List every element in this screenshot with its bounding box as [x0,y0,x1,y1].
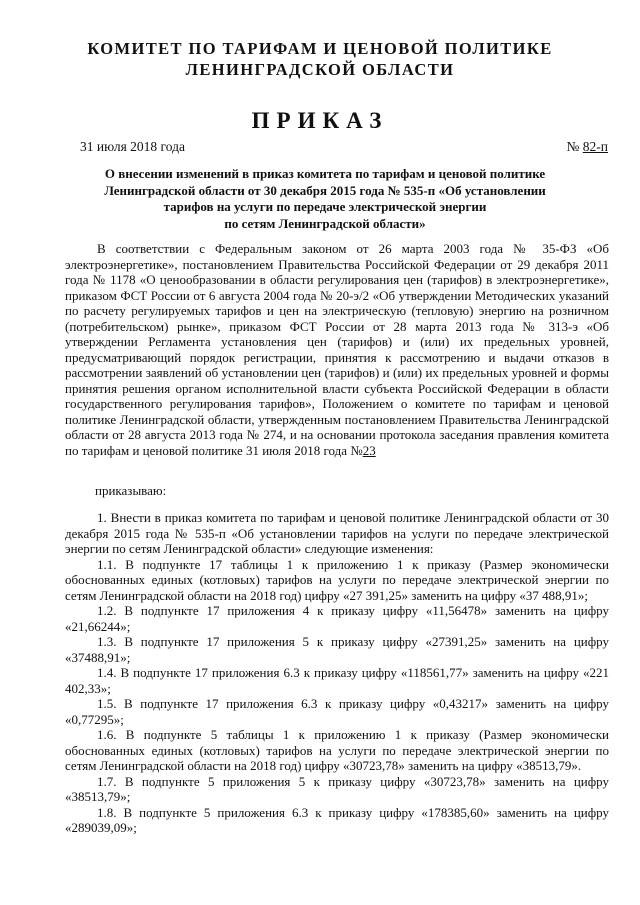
committee-line-1: КОМИТЕТ ПО ТАРИФАМ И ЦЕНОВОЙ ПОЛИТИКЕ [87,39,553,58]
order-date: 31 июля 2018 года [80,139,185,154]
order-item: 1.8. В подпункте 5 приложения 6.3 к приказу цифру «178385,60» заменить на цифру «289039,09»; [65,804,609,835]
order-number-prefix: № [566,139,580,154]
order-item: 1.1. В подпункте 17 таблицы 1 к приложению 1 к приказу (Размер экономически обоснованных единых (котловых) тарифов на услуги по передаче электрической энергии по сетям Ленинградской области на 2018 год) цифру «27 391,25» заменить на цифру «37 488,91»; [65,556,609,603]
preamble-text: В соответствии с Федеральным законом от 26 марта 2003 года № 35-ФЗ «Об электроэнергетике», постановлением Правительства Российской Федерации от 29 декабря 2011 года № 1178 «О ценообразовании в области регулирования цен (тарифов) в электроэнергетике», приказом ФСТ России от 6 августа 2004 года № 20-э/2 «Об утверждении Методических указаний по расчету регулируемых тарифов и цен на электрическую (тепловую) энергию на розничном (потребительском) рынке», приказом ФСТ России от 28 марта 2013 года № 313-э «Об утверждении Регламента установления цен (тарифов) и (или) их предельных уровней, предусматривающий порядок регистрации, принятия к рассмотрению и выдачи отказов в рассмотрении заявлений об установлении цен (тарифов) и (или) их предельных уровней и формы принятия решения органом исполнительной власти субъекта Российской Федерации в области государственного регулирования тарифов», Положением о комитете по тарифам и ценовой политике Ленинградской области, утвержденным постановлением Правительства Ленинградской области от 28 августа 2013 года № 274, и на основании протокола заседания правления комитета по тарифам и ценовой политике 31 июля 2018 года [65,241,609,458]
orders-word: приказываю: [95,483,167,498]
order-number [567,139,609,155]
subject-line-1: О внесении изменений в приказ комитета по тарифам и ценовой политике [104,166,546,181]
order-item: 1.5. В подпункте 17 приложения 6.3 к приказу цифру «0,43217» заменить на цифру «0,77295»; [65,696,609,727]
preamble-paragraph [65,241,609,458]
subject-line-3: тарифов на услуги по передаче электрической энергии [163,199,487,214]
preamble [65,241,609,458]
order-item: 1.2. В подпункте 17 приложения 4 к приказу цифру «11,56478» заменить на цифру «21,66244»; [65,603,609,634]
order-number-value: 82-п [582,139,608,154]
protocol-number: 23 [362,442,376,458]
order-item: 1.6. В подпункте 5 таблицы 1 к приложению 1 к приказу (Размер экономически обоснованных единых (котловых) тарифов на услуги по передаче электрической энергии по сетям Ленинградской области на 2018 год) цифру «30723,78» заменить на цифру «38513,79». [65,727,609,773]
document-type-title: ПРИКАЗ [251,108,389,133]
subject-line-4: по сетям Ленинградской области» [224,215,426,231]
committee-header [60,38,580,80]
order-item: 1.3. В подпункте 17 приложения 5 к приказу цифру «27391,25» заменить на цифру «37488,91»; [65,634,609,665]
protocol-number-prefix: № [350,442,363,458]
subject-line-2: Ленинградской области от 30 декабря 2015 года № 535-п «Об установлении [104,182,546,198]
order-subject [80,166,570,232]
order-item: 1. Внести в приказ комитета по тарифам и ценовой политике Ленинградской области от 30 декабря 2015 года № 535-п «Об установлении тарифов на услуги по передаче электрической энергии по сетям Ленинградской области» следующие изменения: [65,510,609,556]
order-items [65,510,609,836]
committee-line-2: ЛЕНИНГРАДСКОЙ ОБЛАСТИ [185,60,455,79]
order-item: 1.4. В подпункте 17 приложения 6.3 к приказу цифру «118561,77» заменить на цифру «221 402,33»; [65,665,609,696]
order-item: 1.7. В подпункте 5 приложения 5 к приказу цифру «30723,78» заменить на цифру «38513,79»; [65,773,609,804]
